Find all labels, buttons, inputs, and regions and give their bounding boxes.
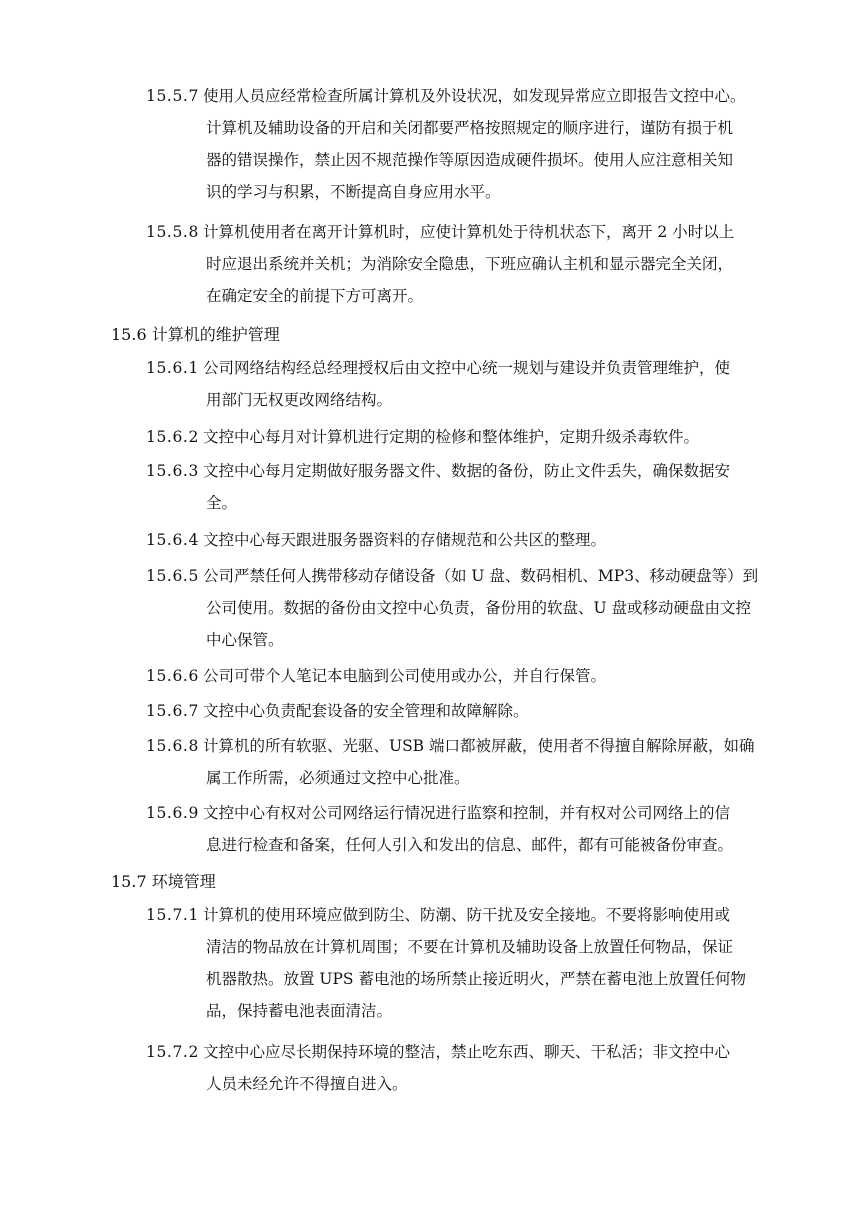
clause-text [203, 797, 803, 861]
clause-number: 15.6.4 [146, 531, 199, 549]
clause-line: 公司严禁任何人携带移动存储设备（如 U 盘、数码相机、MP3、移动硬盘等）到 [203, 567, 759, 585]
clause-line: 中心保管。 [206, 631, 284, 649]
clause-line: 公司网络结构经总经理授权后由文控中心统一规划与建设并负责管理维护，使 [203, 359, 731, 377]
clause-line: 品，保持蓄电池表面清洁。 [206, 1002, 393, 1020]
clause-line: 文控中心每月对计算机进行定期的检修和整体维护，定期升级杀毒软件。 [203, 428, 700, 446]
clause-number: 15.6.6 [146, 667, 199, 685]
clause-text [203, 80, 803, 208]
clause-line: 在确定安全的前提下方可离开。 [206, 287, 424, 305]
clause-text [203, 455, 803, 519]
clause-line: 文控中心每天跟进服务器资料的存储规范和公共区的整理。 [203, 531, 607, 549]
clause-number: 15.6.5 [146, 567, 199, 585]
section-heading-15-7: 15.7 环境管理 [111, 872, 216, 891]
clause-number: 15.6.2 [146, 428, 199, 446]
clause-number: 15.6.1 [146, 359, 199, 377]
clause-line: 计算机及辅助设备的开启和关闭都要严格按照规定的顺序进行，谨防有损于机 [206, 119, 734, 137]
clause-line: 公司可带个人笔记本电脑到公司使用或办公，并自行保管。 [203, 667, 607, 685]
clause-text [203, 560, 803, 656]
clause-number: 15.7.2 [146, 1043, 199, 1061]
clause-line: 使用人员应经常检查所属计算机及外设状况，如发现异常应立即报告文控中心。 [203, 87, 746, 105]
clause-line: 文控中心负责配套设备的安全管理和故障解除。 [203, 702, 529, 720]
clause-line: 清洁的物品放在计算机周围；不要在计算机及辅助设备上放置任何物品，保证 [206, 938, 734, 956]
clause-text [203, 421, 803, 453]
clause-line: 全。 [206, 494, 238, 512]
section-heading-15-6: 15.6 计算机的维护管理 [111, 325, 280, 344]
clause-line: 计算机的所有软驱、光驱、USB 端口都被屏蔽，使用者不得擅自解除屏蔽，如确 [203, 737, 755, 755]
clause-line: 人员未经允许不得擅自进入。 [206, 1075, 408, 1093]
clause-text [203, 695, 803, 727]
clause-number: 15.6.9 [146, 804, 199, 822]
clause-number: 15.7.1 [146, 906, 199, 924]
clause-line: 属工作所需，必须通过文控中心批准。 [206, 769, 470, 787]
clause-line: 器的错误操作，禁止因不规范操作等原因造成硬件损坏。使用人应注意相关知 [206, 151, 734, 169]
clause-line: 文控中心每月定期做好服务器文件、数据的备份，防止文件丢失，确保数据安 [203, 462, 731, 480]
clause-line: 机器散热。放置 UPS 蓄电池的场所禁止接近明火，严禁在蓄电池上放置任何物 [206, 970, 746, 988]
clause-line: 文控中心有权对公司网络运行情况进行监察和控制，并有权对公司网络上的信 [203, 804, 731, 822]
clause-line: 识的学习与积累，不断提高自身应用水平。 [206, 183, 501, 201]
clause-line: 计算机的使用环境应做到防尘、防潮、防干扰及安全接地。不要将影响使用或 [203, 906, 731, 924]
clause-number: 15.6.7 [146, 702, 199, 720]
clause-line: 文控中心应尽长期保持环境的整洁，禁止吃东西、聊天、干私活；非文控中心 [203, 1043, 731, 1061]
clause-number: 15.5.8 [146, 223, 199, 241]
clause-text [203, 660, 803, 692]
clause-line: 时应退出系统并关机；为消除安全隐患，下班应确认主机和显示器完全关闭， [206, 255, 734, 273]
clause-line: 公司使用。数据的备份由文控中心负责，备份用的软盘、U 盘或移动硬盘由文控 [206, 599, 751, 617]
clause-line: 计算机使用者在离开计算机时，应使计算机处于待机状态下，离开 2 小时以上 [203, 223, 735, 241]
clause-text [203, 524, 803, 556]
clause-text [203, 352, 803, 416]
clause-number: 15.6.8 [146, 737, 199, 755]
clause-text [203, 1036, 803, 1100]
clause-text [203, 730, 803, 794]
clause-text [203, 899, 803, 1027]
clause-number: 15.6.3 [146, 462, 199, 480]
clause-number: 15.5.7 [146, 87, 199, 105]
clause-text [203, 216, 803, 312]
clause-line: 息进行检查和备案，任何人引入和发出的信息、邮件，都有可能被备份审查。 [206, 836, 734, 854]
clause-line: 用部门无权更改网络结构。 [206, 391, 393, 409]
